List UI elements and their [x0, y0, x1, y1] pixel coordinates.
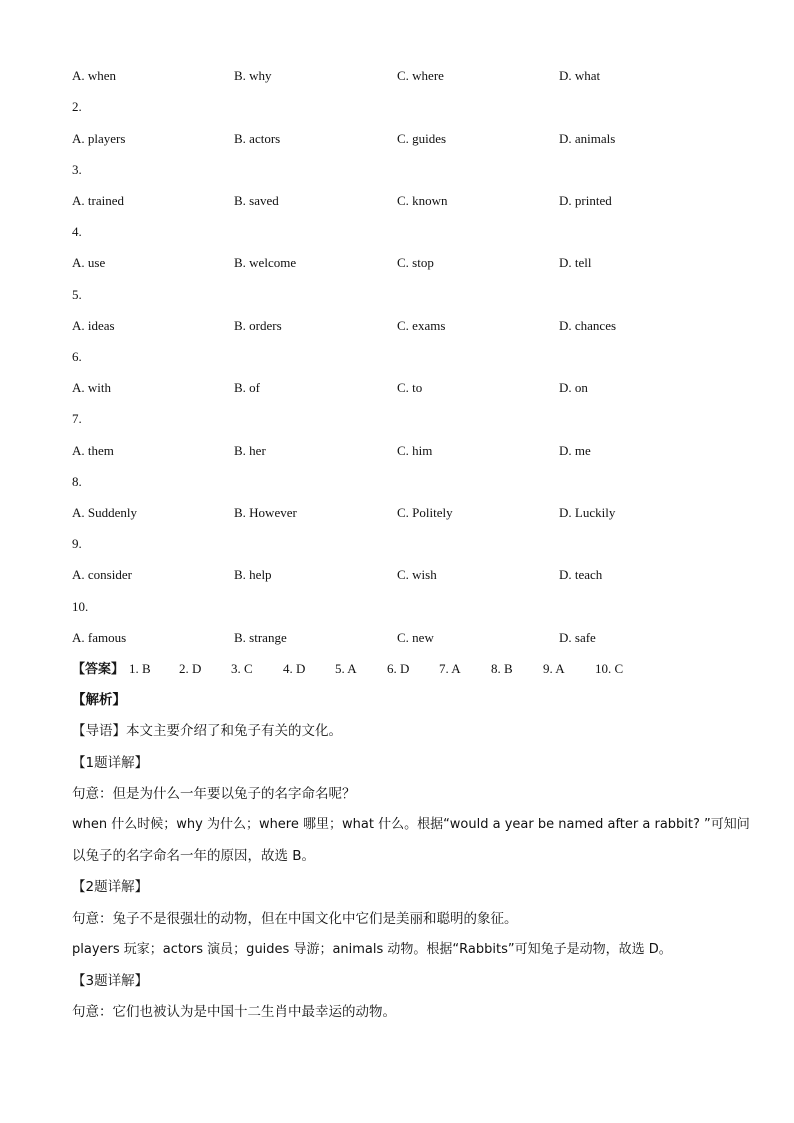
- option-6c: C. to: [397, 380, 423, 395]
- q1-heading: 【1题详解】: [72, 755, 149, 771]
- option-3b: B. saved: [234, 193, 279, 208]
- option-1d: D. what: [559, 68, 601, 83]
- analysis-tag: 【解析】: [72, 692, 126, 708]
- option-3a: A. trained: [72, 193, 124, 208]
- option-5c: C. exams: [397, 318, 446, 333]
- option-7b: B. her: [234, 443, 266, 458]
- option-4a: A. use: [72, 255, 106, 270]
- question-number-6: 6.: [72, 349, 82, 364]
- intro-text: 【导语】本文主要介绍了和兔子有关的文化。: [72, 723, 342, 739]
- answer-7: 7. A: [439, 661, 461, 676]
- option-2d: D. animals: [559, 131, 616, 146]
- option-9d: D. teach: [559, 567, 603, 582]
- option-1c: C. where: [397, 68, 444, 83]
- answer-3: 3. C: [231, 661, 253, 676]
- option-8a: A. Suddenly: [72, 505, 137, 520]
- option-6a: A. with: [72, 380, 111, 395]
- q1-explanation-line2: 以兔子的名字命名一年的原因，故选 B。: [72, 848, 316, 864]
- option-8c: C. Politely: [397, 505, 453, 520]
- answer-2: 2. D: [179, 661, 202, 676]
- option-5b: B. orders: [234, 318, 282, 333]
- question-number-3: 3.: [72, 162, 82, 177]
- answer-9: 9. A: [543, 661, 565, 676]
- q2-explanation: players 玩家；actors 演员；guides 导游；animals 动物。根据“Rabbits”可知兔子是动物，故选 D。: [72, 942, 672, 957]
- option-1b: B. why: [234, 68, 272, 83]
- option-7c: C. him: [397, 443, 433, 458]
- answer-tag: 【答案】: [72, 662, 125, 677]
- option-7d: D. me: [559, 443, 591, 458]
- q3-meaning: 句意：它们也被认为是中国十二生肖中最幸运的动物。: [72, 1004, 396, 1020]
- answer-4: 4. D: [283, 661, 306, 676]
- q3-heading: 【3题详解】: [72, 973, 149, 989]
- q2-heading: 【2题详解】: [72, 879, 149, 895]
- option-3c: C. known: [397, 193, 448, 208]
- option-5a: A. ideas: [72, 318, 115, 333]
- option-2c: C. guides: [397, 131, 447, 146]
- option-3d: D. printed: [559, 193, 612, 208]
- option-10b: B. strange: [234, 630, 287, 645]
- option-10a: A. famous: [72, 630, 127, 645]
- option-9b: B. help: [234, 567, 272, 582]
- option-8b: B. However: [234, 505, 297, 520]
- option-10c: C. new: [397, 630, 434, 645]
- option-10d: D. safe: [559, 630, 596, 645]
- question-number-5: 5.: [72, 287, 82, 302]
- option-7a: A. them: [72, 443, 114, 458]
- option-4c: C. stop: [397, 255, 434, 270]
- option-2a: A. players: [72, 131, 126, 146]
- option-2b: B. actors: [234, 131, 281, 146]
- option-4d: D. tell: [559, 255, 592, 270]
- answer-6: 6. D: [387, 661, 410, 676]
- question-number-7: 7.: [72, 411, 82, 426]
- option-5d: D. chances: [559, 318, 617, 333]
- answer-key: [72, 661, 124, 678]
- option-6b: B. of: [234, 380, 260, 395]
- answer-8: 8. B: [491, 661, 513, 676]
- question-number-8: 8.: [72, 474, 82, 489]
- question-number-10: 10.: [72, 599, 89, 614]
- question-number-2: 2.: [72, 99, 82, 114]
- question-number-9: 9.: [72, 536, 82, 551]
- question-number-4: 4.: [72, 224, 82, 239]
- q2-meaning: 句意：兔子不是很强壮的动物，但在中国文化中它们是美丽和聪明的象征。: [72, 911, 518, 927]
- option-4b: B. welcome: [234, 255, 297, 270]
- answer-5: 5. A: [335, 661, 357, 676]
- option-6d: D. on: [559, 380, 588, 395]
- option-8d: D. Luckily: [559, 505, 616, 520]
- option-1a: A. when: [72, 68, 117, 83]
- q1-explanation-line1: when 什么时候；why 为什么；where 哪里；what 什么。根据“would a year be named after a rabbit? ”可知问: [72, 817, 750, 832]
- answer-1: 1. B: [129, 661, 151, 676]
- q1-meaning: 句意：但是为什么一年要以兔子的名字命名呢？: [72, 786, 356, 802]
- answer-10: 10. C: [595, 661, 624, 676]
- option-9a: A. consider: [72, 567, 132, 582]
- option-9c: C. wish: [397, 567, 437, 582]
